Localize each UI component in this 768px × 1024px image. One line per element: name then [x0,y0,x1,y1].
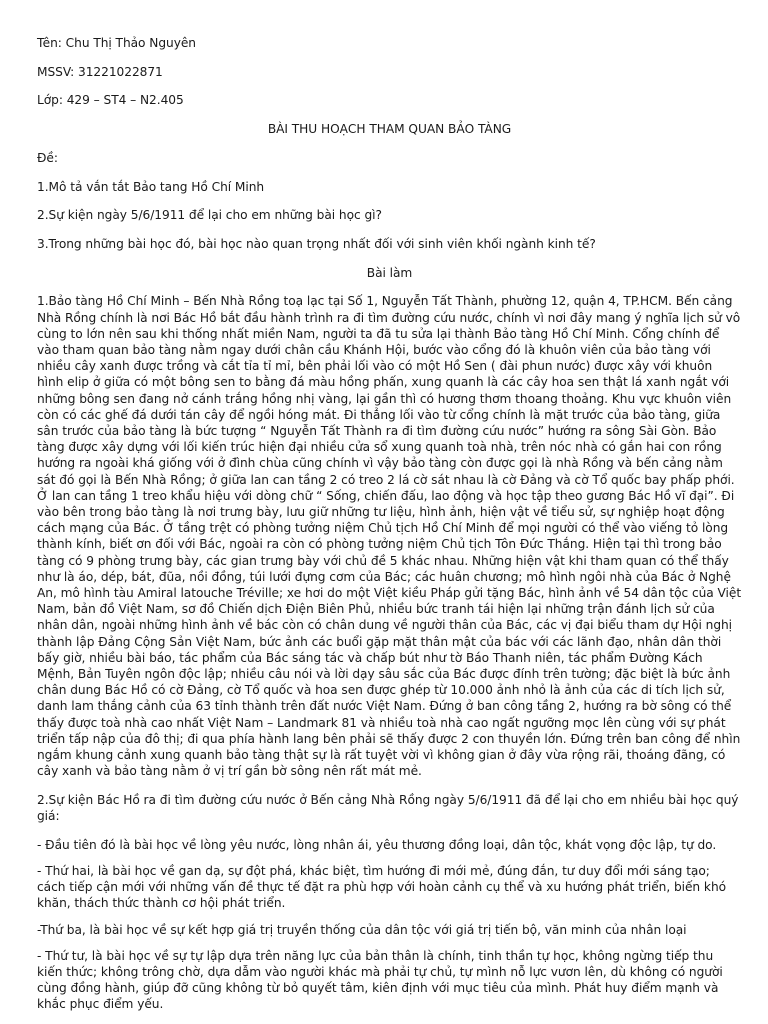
answer-part-1: 1.Bảo tàng Hồ Chí Minh – Bến Nhà Rồng toạ lạc tại Số 1, Nguyễn Tất Thành, phường 12, quận 4, TP.HCM. Bến cảng Nhà Rồng chính là nơi Bác Hồ bắt đầu hành trình ra đi tìm đường cứu nước, chính vì nơi đây mang ý nghĩa lịch sử vô cùng to lớn nên sau khi thống nhất miền Nam, người ta đã tu sửa lại thành Bảo tàng Hồ Chí Minh. Cổng chính để vào tham quan bảo tàng nằm ngay dưới chân cầu Khánh Hội, bước vào cổng đó là khuôn viên của bảo tàng với nhiều cây xanh được trồng và cắt tỉa tỉ mỉ, bên phải lối vào có một Hồ Sen ( đài phun nước) được xây với khuôn hình elip ở giữa có một bông sen to bằng đá màu hồng phấn, xung quanh là các cây hoa sen thật lá xanh ngắt với những bông sen đang nở cánh trắng hồng nhị vàng, lại gần thì có hương thơm thoang thoảng. Khu vực khuôn viên còn có các ghế đá dưới tán cây để ngồi hóng mát. Đi thẳng lối vào từ cổng chính là mặt trước của bảo tàng, giữa sân trước của bảo tàng là bức tượng “ Nguyễn Tất Thành ra đi tìm đường cứu nước” hướng ra sông Sài Gòn. Bảo tàng được xây dựng với lối kiến trúc hiện đại nhiều cửa sổ xung quanh toà nhà, trên nóc nhà có gắn hai con rồng hướng ra ngoài khá giống với ở đình chùa cũng chính vì vậy bảo tàng còn được gọi là nhà Rồng và bến cảng nằm sát đó gọi là Bến Nhà Rồng; ở giữa lan can tầng 2 có treo 2 lá cờ sát nhau là cờ Đảng và cờ Tổ quốc bay phấp phới. Ở lan can tầng 1 treo khẩu hiệu với dòng chữ “ Sống, chiến đấu, lao động và học tập theo gương Bác Hồ vĩ đại”. Đi vào bên trong bảo tàng là nơi trưng bày, lưu giữ những tư liệu, hình ảnh, hiện vật về tiểu sử, sự nghiệp hoạt động cách mạng của Bác. Ở tầng trệt có phòng tưởng niệm Chủ tịch Hồ Chí Minh để mọi người có thể vào viếng tỏ lòng thành kính, biết ơn đối với Bác, ngoài ra còn có phòng tưởng niệm Chủ tịch Tôn Đức Thắng. Hiện tại thì trong bảo tàng có 9 phòng trưng bày, các gian trưng bày với chủ đề 5 khác nhau. Những hiện vật khi tham quan có thể thấy như là áo, dép, bát, đũa, nồi đồng, túi lưới đựng cơm của Bác; các huân chương; mô hình ngôi nhà của Bác ở Nghệ An, mô hình tàu Amiral latouche Tréville; xe hơi do một Việt kiều Pháp gửi tặng Bác, hình ảnh về 54 dân tộc của Việt Nam, bản đồ Việt Nam, sơ đồ Chiến dịch Điện Biên Phủ, nhiều bức tranh tái hiện lại những trận đánh lịch sử của nhân dân, ngoài những hình ảnh về bác còn có chân dung về người thân của Bác, các vị đại biểu tham dự Hội nghị thành lập Đảng Cộng Sản Việt Nam, bức ảnh các buổi gặp mặt thân mật của bác với các lãnh đạo, nhân dân thời bấy giờ, nhiều bài báo, tác phẩm của Bác sáng tác và chấp bút như tờ Báo Thanh niên, tác phẩm Đường Kách Mệnh, Bản Tuyên ngôn độc lập; nhiều câu nói và lời dạy sâu sắc của Bác được đính trên tường; đặc biệt là bức ảnh chân dung Bác Hồ có cờ Đảng, cờ Tổ quốc và hoa sen được ghép từ 10.000 ảnh nhỏ là ảnh của các di tích lịch sử, danh lam thắng cảnh của 63 tỉnh thành trên đất nước Việt Nam. Đứng ở ban công tầng 2, hướng ra bờ sông có thể thấy được toà nhà cao nhất Việt Nam – Landmark 81 và nhiều toà nhà cao ngất ngưỡng mọc lên cùng với sự phát triển tấp nập của đô thị; đi qua phía hành lang bên phải sẽ thấy được 2 con thuyền lớn. Đứng trên ban công để nhìn ngắm khung cảnh xung quanh bảo tàng thật sự là rất tuyệt vời vì không gian ở đây vừa rộng rãi, thoáng đãng, có cây xanh và bảo tàng nằm ở vị trí gần bờ sông nên rất mát mẻ. [37,294,742,779]
prompt-heading: Đề: [37,150,58,165]
student-name: Tên: Chu Thị Thảo Nguyên [37,36,196,50]
lesson-item: - Đầu tiên đó là bài học về lòng yêu nước, lòng nhân ái, yêu thương đồng loại, dân tộc, khát vọng độc lập, tự do. [37,837,717,852]
lesson-item: -Thứ ba, là bài học về sự kết hợp giá trị truyền thống của dân tộc với giá trị tiến bộ, văn minh của nhân loại [37,922,687,937]
question-2: 2.Sự kiện ngày 5/6/1911 để lại cho em những bài học gì? [37,208,382,223]
lesson-item: - Thứ tư, là bài học về sự tự lập dựa trên năng lực của bản thân là chính, tinh thần tự học, không ngừng tiếp thu kiến thức; không trông chờ, dựa dẫm vào người khác mà phải tự chủ, tự mình nỗ lực vươn lên, dù không có người cùng đồng hành, giúp đỡ cũng không từ bỏ quyết tâm, kiên định với mục tiêu của mình. Phát huy điểm mạnh và khắc phục điểm yếu. [37,948,723,1012]
student-id: MSSV: 31221022871 [37,64,163,79]
question-3: 3.Trong những bài học đó, bài học nào quan trọng nhất đối với sinh viên khối ngành kinh tế? [37,236,596,251]
answer-part-2-intro: 2.Sự kiện Bác Hồ ra đi tìm đường cứu nước ở Bến cảng Nhà Rồng ngày 5/6/1911 đã để lại cho em nhiều bài học quý giá: [37,792,739,824]
answer-heading: Bài làm [366,265,413,280]
class-info: Lớp: 429 – ST4 – N2.405 [37,93,184,108]
document-title: BÀI THU HOẠCH THAM QUAN BẢO TÀNG [267,122,512,137]
lesson-item: - Thứ hai, là bài học về gan dạ, sự đột phá, khác biệt, tìm hướng đi mới mẻ, đúng đắn, tư duy đổi mới sáng tạo; cách tiếp cận mới với những vấn đề thực tế đặt ra phù hợp với hoàn cảnh cụ thể và xu hướng phát triển, biến khó khăn, thách thức thành cơ hội phát triển. [37,864,727,911]
question-1: 1.Mô tả vắn tắt Bảo tang Hồ Chí Minh [37,179,265,194]
